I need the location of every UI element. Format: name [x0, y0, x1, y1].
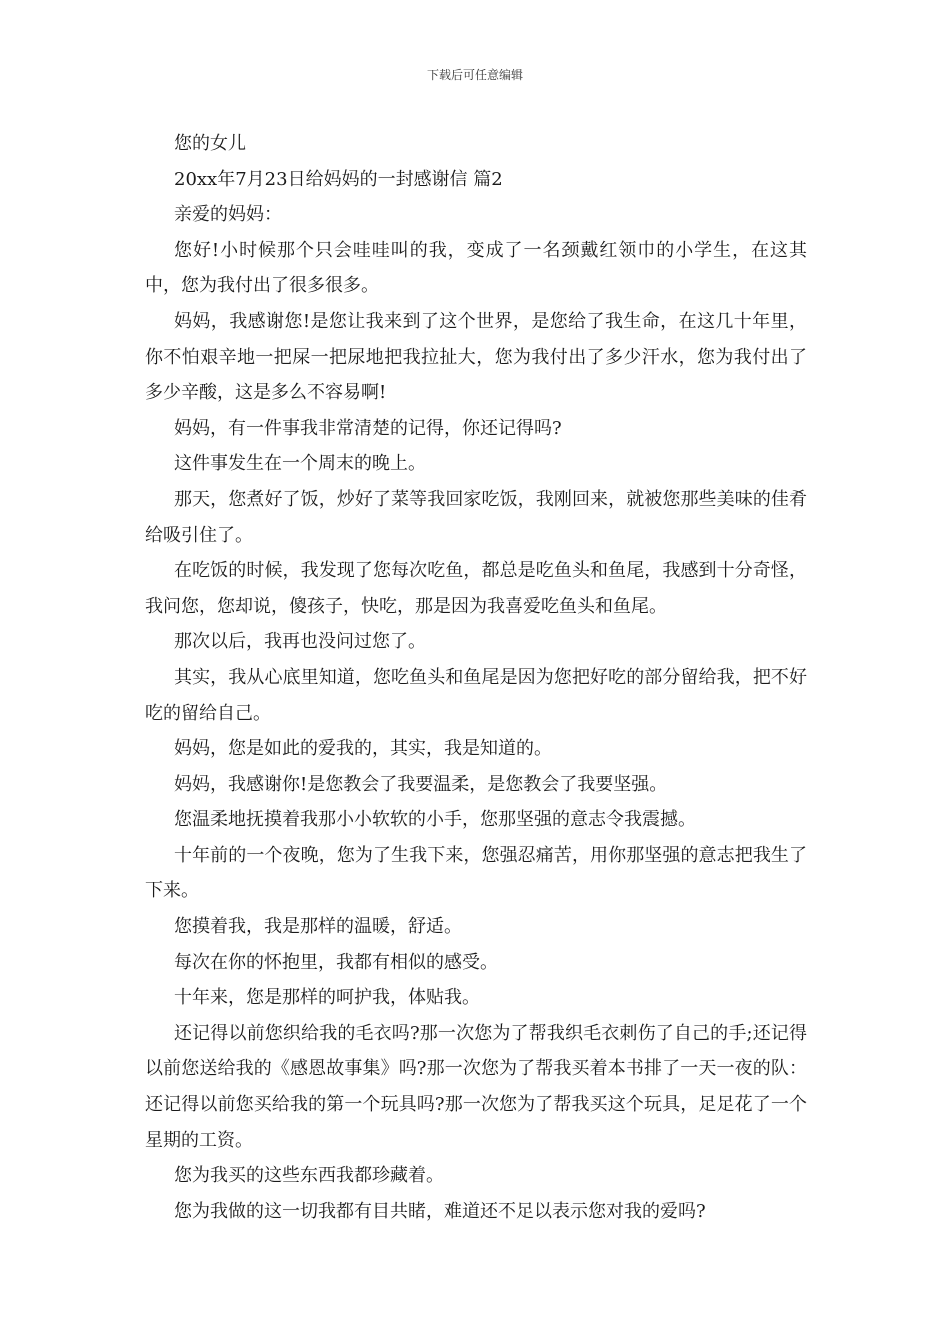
paragraph: 您摸着我，我是那样的温暖，舒适。 [174, 916, 462, 938]
paragraph: 您为我做的这一切我都有目共睹，难道还不足以表示您对我的爱吗? [174, 1200, 706, 1222]
paragraph: 您为我买的这些东西我都珍藏着。 [174, 1165, 444, 1187]
paragraph: 那次以后，我再也没问过您了。 [174, 631, 426, 653]
paragraph: 这件事发生在一个周末的晚上。 [174, 453, 426, 475]
letter-body [145, 126, 807, 1229]
paragraph: 十年前的一个夜晚，您为了生我下来，您强忍痛苦，用你那坚强的意志把我生了下来。 [145, 844, 807, 902]
paragraph: 在吃饭的时候，我发现了您每次吃鱼，都总是吃鱼头和鱼尾，我感到十分奇怪，我问您，您却说，傻孩子，快吃，那是因为我喜爱吃鱼头和鱼尾。 [145, 560, 807, 617]
paragraph: 您温柔地抚摸着我那小小软软的小手，您那坚强的意志令我震撼。 [174, 809, 696, 831]
paragraph: 妈妈，有一件事我非常清楚的记得，你还记得吗? [174, 417, 562, 439]
paragraph: 十年来，您是那样的呵护我，体贴我。 [174, 987, 480, 1009]
paragraph: 您好!小时候那个只会哇哇叫的我，变成了一名颈戴红领巾的小学生，在这其中，您为我付出了很多很多。 [145, 239, 807, 297]
paragraph: 每次在你的怀抱里，我都有相似的感受。 [174, 951, 498, 973]
page-header-note: 下载后可任意编辑 [426, 68, 523, 82]
paragraph: 还记得以前您织给我的毛衣吗?那一次您为了帮我织毛衣刺伤了自己的手;还记得以前您送给我的《感恩故事集》吗?那一次您为了帮我买着本书排了一天一夜的队：还记得以前您买给我的第一个玩具吗?那一次您为了帮我买这个玩具，足足花了一个星期的工资。 [145, 1022, 807, 1151]
letter-title: 20xx年7月23日给妈妈的一封感谢信 篇2 [174, 168, 503, 190]
paragraph: 妈妈，您是如此的爱我的，其实，我是知道的。 [174, 738, 552, 760]
signature-line: 您的女儿 [174, 133, 246, 154]
paragraph: 妈妈，我感谢您!是您让我来到了这个世界，是您给了我生命，在这几十年里，你不怕艰辛地一把屎一把尿地把我拉扯大，您为我付出了多少汗水，您为我付出了多少辛酸，这是多么不容易啊! [145, 310, 807, 404]
salutation: 亲爱的妈妈： [174, 204, 282, 226]
paragraph: 那天，您煮好了饭，炒好了菜等我回家吃饭，我刚回来，就被您那些美味的佳肴给吸引住了。 [145, 488, 807, 546]
paragraph: 妈妈，我感谢你!是您教会了我要温柔，是您教会了我要坚强。 [174, 773, 668, 795]
paragraph: 其实，我从心底里知道，您吃鱼头和鱼尾是因为您把好吃的部分留给我，把不好吃的留给自己。 [145, 666, 807, 724]
